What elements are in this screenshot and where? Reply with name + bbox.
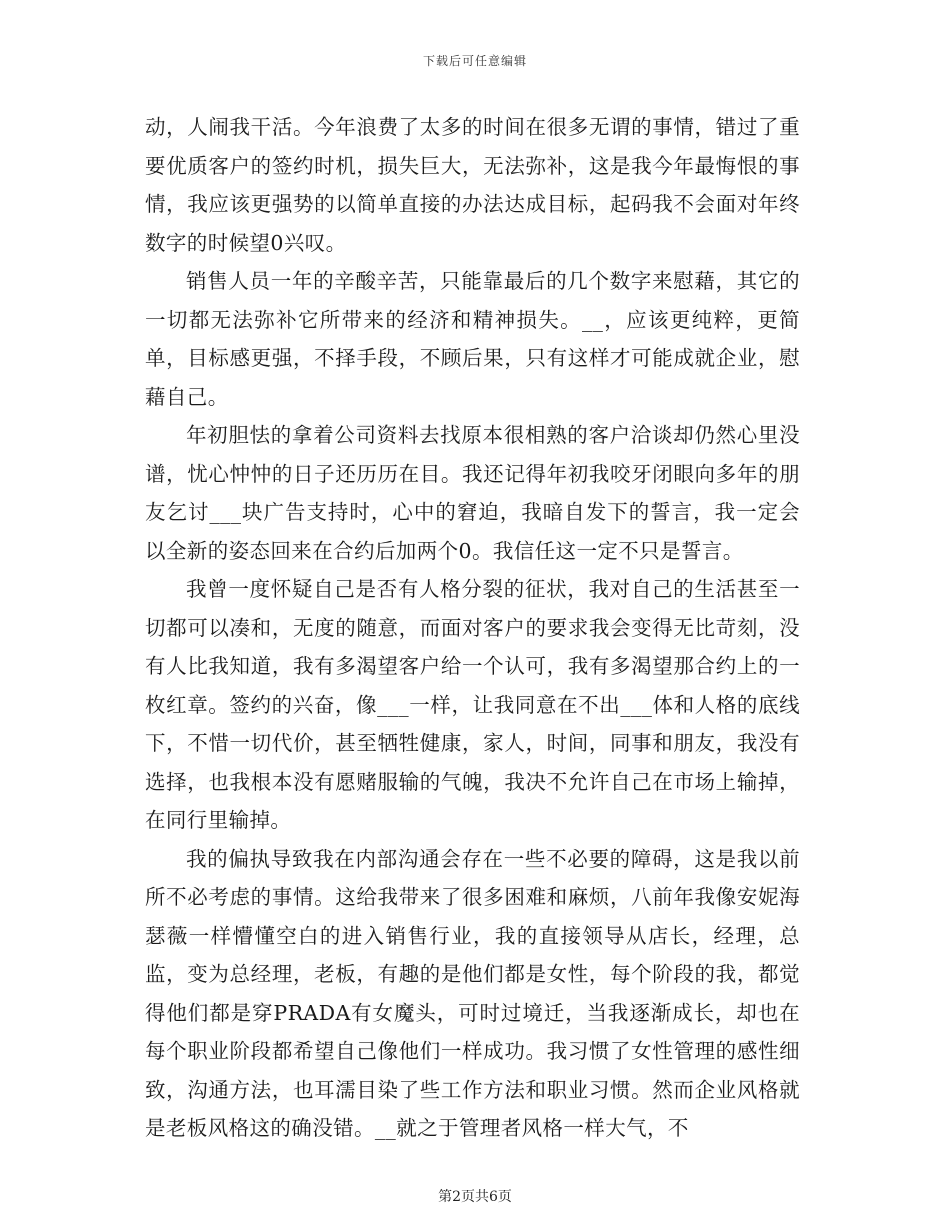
paragraph-5: 我的偏执导致我在内部沟通会存在一些不必要的障碍，这是我以前所不必考虑的事情。这给我带来了很多困难和麻烦，八前年我像安妮海瑟薇一样懵懂空白的进入销售行业，我的直接领导从店长，经理，总监，变为总经理，老板，有趣的是他们都是女性，每个阶段的我，都觉得他们都是穿PRADA有女魔头，可时过境迁，当我逐渐成长，却也在每个职业阶段都希望自己像他们一样成功。我习惯了女性管理的感性细致，沟通方法，也耳濡目染了些工作方法和职业习惯。然而企业风格就是老板风格这的确没错。__就之于管理者风格一样大气，不 xyxy=(145,846,800,1140)
page-number-footer: 第2页共6页 xyxy=(438,1189,512,1205)
paragraph-4: 我曾一度怀疑自己是否有人格分裂的征状，我对自己的生活甚至一切都可以凑和，无度的随意，而面对客户的要求我会变得无比苛刻，没有人比我知道，我有多渴望客户给一个认可，我有多渴望那合约上的一枚红章。签约的兴奋，像___一样，让我同意在不出___体和人格的底线下，不惜一切代价，甚至牺牲健康，家人，时间，同事和朋友，我没有选择，也我根本没有愿赌服输的气魄，我决不允许自己在市场上输掉，在同行里输掉。 xyxy=(145,577,800,832)
page-header: 下载后可任意编辑 xyxy=(422,54,527,68)
paragraph-2: 销售人员一年的辛酸辛苦，只能靠最后的几个数字来慰藉，其它的一切都无法弥补它所带来的经济和精神损失。__，应该更纯粹，更简单，目标感更强，不择手段，不顾后果，只有这样才可能成就企业，慰藉自己。 xyxy=(145,269,800,409)
document-body xyxy=(145,108,800,1148)
paragraph-3: 年初胆怯的拿着公司资料去找原本很相熟的客户洽谈却仍然心里没谱，忧心忡忡的日子还历历在目。我还记得年初我咬牙闭眼向多年的朋友乞讨___块广告支持时，心中的窘迫，我暗自发下的誓言，我一定会以全新的姿态回来在合约后加两个0。我信任这一定不只是誓言。 xyxy=(145,423,800,563)
paragraph-1: 动，人闹我干活。今年浪费了太多的时间在很多无谓的事情，错过了重要优质客户的签约时机，损失巨大，无法弥补，这是我今年最悔恨的事情，我应该更强势的以简单直接的办法达成目标，起码我不会面对年终数字的时候望0兴叹。 xyxy=(145,115,800,255)
